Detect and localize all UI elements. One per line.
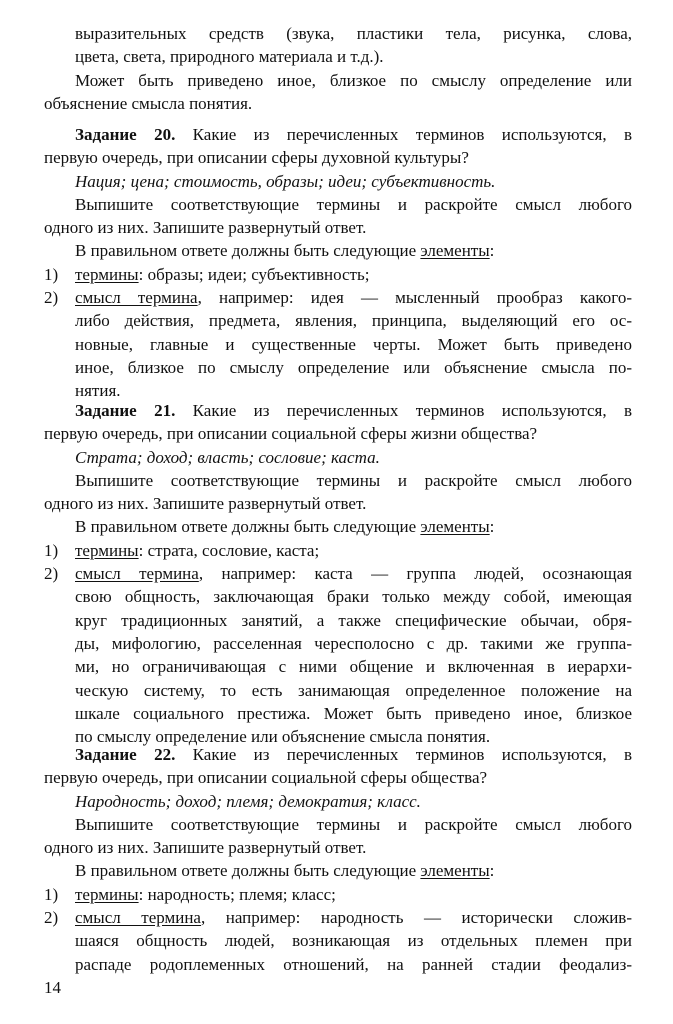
text: новные, главные и существенные черты. Может быть приведено [75, 334, 632, 354]
task-21 [0, 399, 673, 748]
text-line [0, 515, 673, 538]
line-text [75, 170, 632, 193]
text: : страта, сословие, каста; [138, 540, 320, 560]
line-text [75, 929, 632, 952]
text: круг традиционных занятий, а также специфические обычаи, обря- [75, 610, 632, 630]
text: : [489, 517, 495, 537]
underlined-term: смысл термина [75, 908, 201, 928]
text-line [0, 679, 673, 702]
text-line [0, 790, 673, 813]
line-text [75, 69, 632, 92]
text: , например: народность — исторически сложив- [200, 908, 632, 928]
text-line [0, 92, 673, 115]
text-line [0, 286, 673, 309]
text: ды, мифологию, расселенная чересполосно с др. такими же группа- [75, 633, 632, 653]
underlined-term: термины [75, 540, 139, 560]
underlined-term: элементы [420, 241, 490, 261]
text: : [489, 861, 495, 881]
text-line [0, 562, 673, 585]
text-line [0, 929, 673, 952]
underlined-term: термины [75, 264, 139, 284]
text: выразительных средств (звука, пластики тела, рисунка, слова, [75, 24, 632, 43]
text-line [0, 906, 673, 929]
task-heading: Задание 22. [75, 745, 176, 764]
line-text [75, 883, 632, 906]
text-line [0, 309, 673, 332]
line-text [75, 123, 632, 146]
list-number: 2) [44, 564, 59, 584]
line-text [44, 492, 632, 515]
underlined-term: смысл термина [75, 564, 199, 584]
text: либо действия, предмета, явления, принципа, выделяющий его ос- [75, 311, 632, 331]
text-line [0, 702, 673, 725]
list-number: 2) [44, 908, 59, 928]
text-line [0, 655, 673, 678]
line-text [75, 679, 632, 702]
text: одного из них. Запишите развернутый ответ. [44, 494, 367, 514]
line-text [75, 263, 632, 286]
line-text [44, 146, 632, 169]
underlined-term: элементы [420, 517, 490, 537]
text-line [0, 836, 673, 859]
task-heading: Задание 21. [75, 401, 176, 420]
line-text [75, 953, 632, 976]
text: Страта; доход; власть; сословие; каста. [75, 447, 380, 467]
text-line [0, 883, 673, 906]
text: : [489, 241, 495, 261]
line-text [44, 92, 632, 115]
line-text [75, 399, 632, 422]
text-line [0, 263, 673, 286]
text-line [0, 123, 673, 146]
text-line [0, 399, 673, 422]
text-line [0, 813, 673, 836]
text-line [0, 422, 673, 445]
text: , например: идея — мысленный прообраз какого- [197, 288, 632, 308]
text: В правильном ответе должны быть следующие [75, 861, 421, 881]
text: Нация; цена; стоимость, образы; идеи; субъективность. [75, 171, 496, 191]
text-line [0, 239, 673, 262]
text: объяснение смысла понятия. [44, 93, 253, 113]
underlined-term: термины [75, 884, 139, 904]
line-text [75, 22, 632, 45]
line-text [75, 585, 632, 608]
text-line [0, 333, 673, 356]
text: первую очередь, при описании социальной сферы жизни общества? [44, 424, 538, 444]
task-heading: Задание 20. [75, 125, 176, 144]
text-line [0, 585, 673, 608]
line-text [44, 836, 632, 859]
text: первую очередь, при описании социальной сферы общества? [44, 768, 488, 788]
line-text [75, 193, 632, 216]
line-text [44, 422, 632, 445]
text: : народность; племя; класс; [138, 884, 336, 904]
line-text [75, 609, 632, 632]
line-text [75, 859, 632, 882]
underlined-term: элементы [420, 861, 490, 881]
text: иное, близкое по смыслу определение или объяснение смысла по- [75, 357, 632, 377]
line-text [75, 562, 632, 585]
text: цвета, света, природного материала и т.д.). [75, 47, 384, 67]
text: Какие из перечисленных терминов используются, в [175, 125, 633, 144]
list-number: 1) [44, 264, 59, 284]
text: Выпишите соответствующие термины и раскройте смысл любого [75, 814, 632, 834]
line-text [75, 813, 632, 836]
text-line [0, 539, 673, 562]
line-text [75, 446, 632, 469]
text-line [0, 743, 673, 766]
text: Народность; доход; племя; демократия; класс. [75, 791, 421, 811]
text: распаде родоплеменных отношений, на ранней стадии феодализ- [75, 954, 632, 974]
text: одного из них. Запишите развернутый ответ. [44, 838, 367, 858]
list-number: 1) [44, 884, 59, 904]
text-line [0, 45, 673, 68]
text-line [0, 469, 673, 492]
line-text [75, 632, 632, 655]
task-22 [0, 743, 673, 976]
text: по смыслу определение или объяснение смысла понятия. [75, 727, 491, 747]
line-text [44, 766, 632, 789]
text: первую очередь, при описании сферы духовной культуры? [44, 148, 469, 168]
text-line [0, 492, 673, 515]
line-text [75, 356, 632, 379]
text: Выпишите соответствующие термины и раскройте смысл любого [75, 470, 632, 490]
list-number: 1) [44, 540, 59, 560]
text: шаяся общность людей, возникающая из отдельных племен при [75, 931, 632, 951]
line-text [75, 469, 632, 492]
underlined-term: смысл термина [75, 288, 198, 308]
text-line [0, 953, 673, 976]
text-line [0, 216, 673, 239]
line-text [75, 45, 632, 68]
text-line [0, 859, 673, 882]
text: свою общность, заключающая браки только между собой, имеющая [75, 587, 632, 607]
line-text [75, 539, 632, 562]
text-line [0, 170, 673, 193]
text: Какие из перечисленных терминов используются, в [175, 401, 633, 420]
line-text [75, 790, 632, 813]
line-text [75, 309, 632, 332]
text: ми, но ограничивающая с ними общение и включенная в иерархи- [75, 657, 632, 677]
line-text [75, 906, 632, 929]
text-line [0, 446, 673, 469]
text: Выпишите соответствующие термины и раскройте смысл любого [75, 194, 632, 214]
text: шкале социального престижа. Может быть приведено иное, близкое [75, 703, 632, 723]
line-text [75, 743, 632, 766]
text-line [0, 69, 673, 92]
text-line [0, 766, 673, 789]
task-20 [0, 123, 673, 403]
text-line [0, 609, 673, 632]
intro-continuation [0, 22, 673, 115]
text: Какие из перечисленных терминов используются, в [175, 745, 633, 764]
line-text [44, 216, 632, 239]
text: : образы; идеи; субъективность; [138, 264, 370, 284]
text-line [0, 193, 673, 216]
text: ческую систему, то есть занимающая определенное положение на [75, 680, 632, 700]
line-text [75, 333, 632, 356]
text: В правильном ответе должны быть следующие [75, 517, 421, 537]
line-text [75, 655, 632, 678]
text: , например: каста — группа людей, осознающая [198, 564, 632, 584]
text: нятия. [75, 381, 121, 401]
line-text [75, 239, 632, 262]
text-line [0, 632, 673, 655]
text-line [0, 146, 673, 169]
text-line [0, 356, 673, 379]
text: В правильном ответе должны быть следующие [75, 241, 421, 261]
page-number: 14 [44, 978, 61, 997]
line-text [75, 286, 632, 309]
list-number: 2) [44, 288, 59, 308]
line-text [75, 702, 632, 725]
line-text [75, 515, 632, 538]
text: одного из них. Запишите развернутый ответ. [44, 218, 367, 238]
text: Может быть приведено иное, близкое по смыслу определение или [75, 70, 632, 90]
text-line [0, 22, 673, 45]
